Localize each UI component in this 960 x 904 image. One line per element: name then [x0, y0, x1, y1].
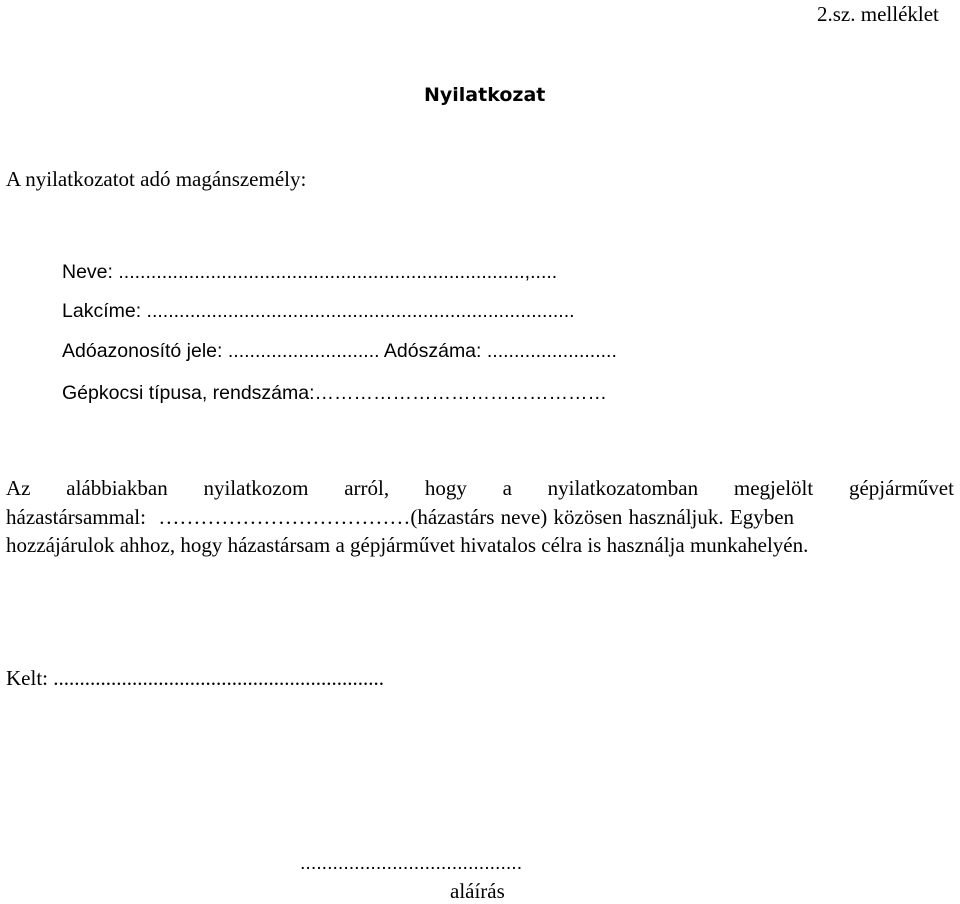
statement-word: Az: [6, 476, 31, 500]
statement-word: megjelölt: [733, 476, 814, 500]
declarant-label: A nyilatkozatot adó magánszemély:: [6, 167, 307, 191]
address-field: Lakcíme: ...............................................................................: [62, 300, 575, 322]
statement-word: nyilatkozom: [203, 476, 309, 500]
statement-word: hogy: [424, 476, 467, 500]
tax-id-field: Adóazonosító jele: ............................ Adószáma: ........................: [62, 340, 617, 362]
document-title: Nyilatkozat: [424, 84, 546, 106]
signature-label: aláírás: [450, 879, 505, 903]
date-line: Kelt: ...............................................................: [6, 666, 384, 690]
statement-line-1: [6, 476, 954, 501]
statement-word: nyilatkozatomban: [547, 476, 699, 500]
statement-word: alábbiakban: [66, 476, 168, 500]
name-field: Neve: ...........................................................................,.....: [62, 261, 558, 283]
statement-word: gépjárművet: [848, 476, 954, 500]
statement-word: a: [502, 476, 512, 500]
signature-dots: .........................................: [300, 852, 523, 874]
statement-line-3: hozzájárulok ahhoz, hogy házastársam a gépjárművet hivatalos célra is használja munkahelyén.: [6, 533, 809, 557]
annex-label: 2.sz. melléklet: [817, 2, 939, 26]
car-field: Gépkocsi típusa, rendszáma:………………………………………: [62, 382, 608, 404]
statement-line-2: házastársammal: ………………………………(házastárs neve) közösen használjuk. Egyben: [6, 505, 795, 529]
statement-word: arról,: [344, 476, 390, 500]
